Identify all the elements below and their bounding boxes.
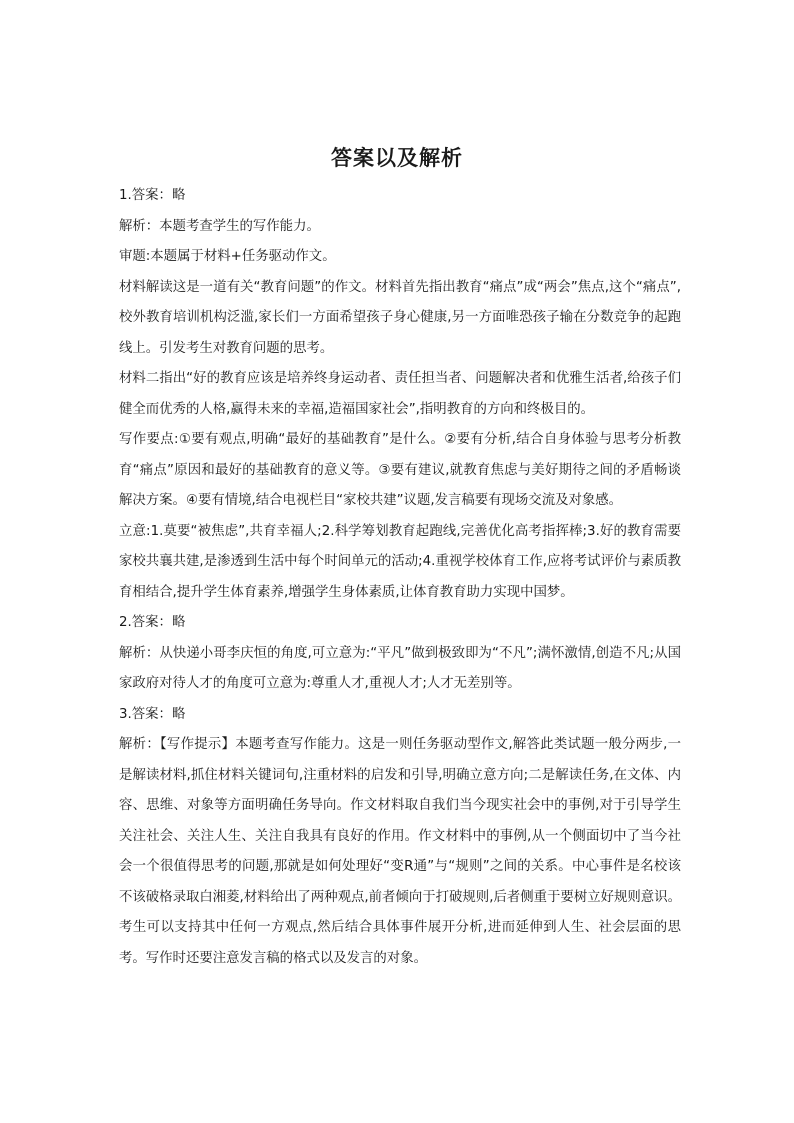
document-body [119, 181, 681, 974]
answer-2-heading: 2.答案：略 [119, 615, 186, 630]
answer-1-material-two: 材料二指出“好的教育应该是培养终身运动者、责任担当者、问题解决者和优雅生活者,给孩子们健全而优秀的人格,赢得未来的幸福,造福国家社会”,指明教育的方向和终极目的。 [119, 371, 681, 417]
answer-3-heading: 3.答案：略 [119, 706, 186, 722]
answer-3-analysis: 解析：【写作提示】本题考查写作能力。这是一则任务驱动型作文,解答此类试题一般分两步,一是解读材料,抓住材料关键词句,注重材料的启发和引导,明确立意方向;二是解读任务,在文体、内容、思维、对象等方面明确任务导向。作文材料取自我们当今现实社会中的事例,对于引导学生关注社会、关注人生、关注自我具有良好的作用。作文材料中的事例,从一个侧面切中了当今社会一个很值得思考的问题,那就是如何处理好“变R通”与“规则”之间的关系。中心事件是名校该不该破格录取白湘菱,材料给出了两种观点,前者倾向于打破规则,后者侧重于要树立好规则意识。考生可以支持其中任何一方观点,然后结合具体事件展开分析,进而延伸到人生、社会层面的思考。写作时还要注意发言稿的格式以及发言的对象。 [119, 737, 681, 966]
answer-1-analysis: 解析：本题考查学生的写作能力。 [119, 218, 320, 234]
answer-1-material-one: 材料解读这是一道有关“教育问题”的作文。材料首先指出教育“痛点”成“两会”焦点,这个“痛点”,校外教育培训机构泛滥,家长们一方面希望孩子身心健康,另一方面唯恐孩子输在分数竞争的起跑线上。引发考生对教育问题的思考。 [119, 279, 681, 356]
document-title: 答案以及解析 [331, 145, 463, 170]
answer-1-topic-review: 审题:本题属于材料+任务驱动作文。 [119, 249, 336, 264]
answer-1-themes: 立意:1.莫要“被焦虑”,共育幸福人;2.科学筹划教育起跑线,完善优化高考指挥棒;3.好的教育需要家校共襄共建,是渗透到生活中每个时间单元的活动;4.重视学校体育工作,应将考试评价与素质教育相结合,提升学生体育素养,增强学生身体素质,让体育教育助力实现中国梦。 [119, 523, 681, 600]
answer-2-analysis: 解析：从快递小哥李庆恒的角度,可立意为:“平凡”做到极致即为“不凡”;满怀激情,创造不凡;从国家政府对待人才的角度可立意为:尊重人才,重视人才;人才无差别等。 [119, 645, 681, 691]
answer-1-writing-points: 写作要点:①要有观点,明确“最好的基础教育”是什么。②要有分析,结合自身体验与思考分析教育“痛点”原因和最好的基础教育的意义等。③要有建议,就教育焦虑与美好期待之间的矛盾畅谈解决方案。④要有情境,结合电视栏目“家校共建”议题,发言稿要有现场交流及对象感。 [119, 432, 681, 508]
answer-1-heading: 1.答案：略 [119, 188, 186, 203]
